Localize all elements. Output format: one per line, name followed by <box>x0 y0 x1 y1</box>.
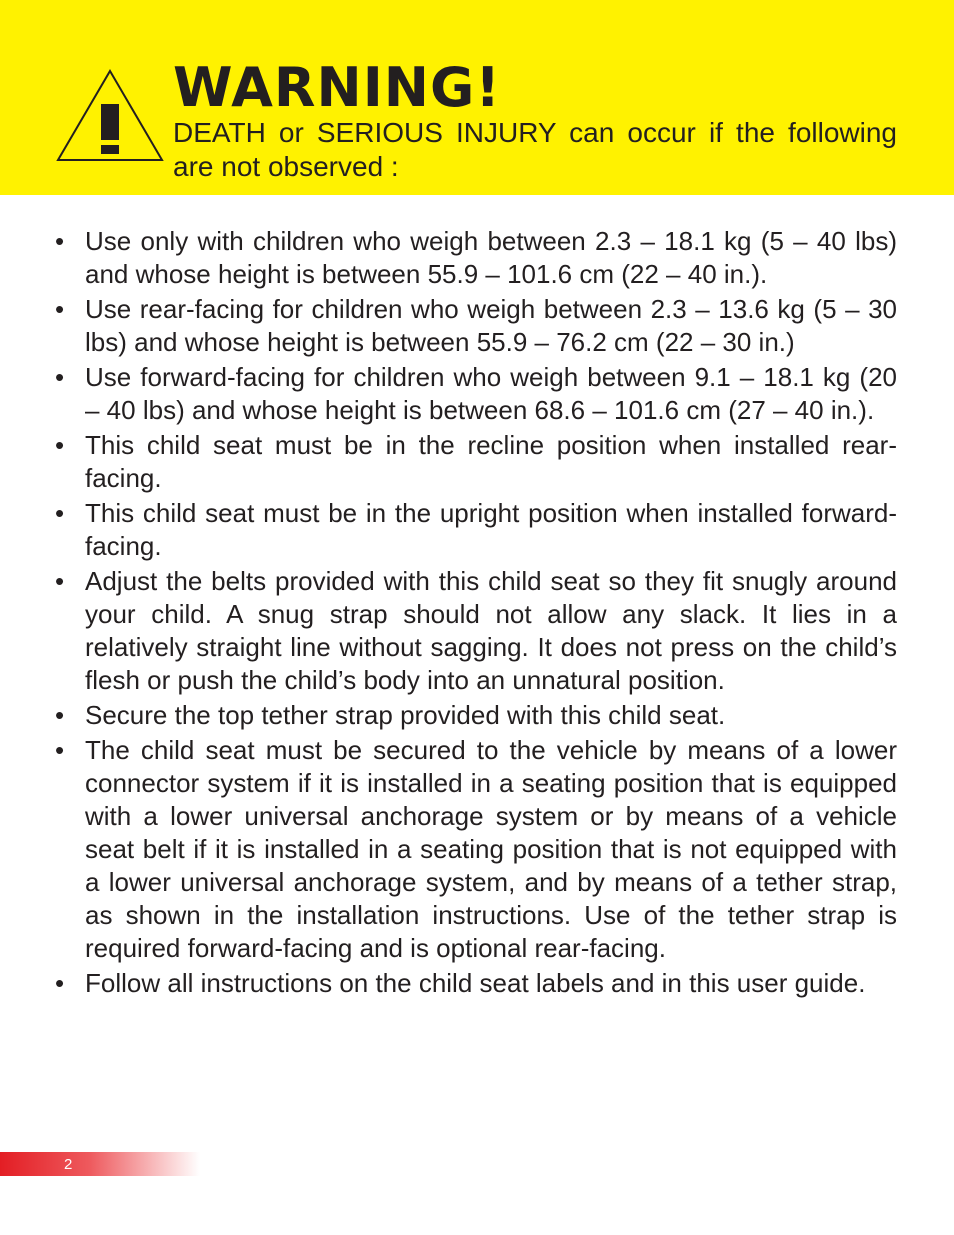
page-number-bar <box>0 1152 200 1176</box>
list-item <box>55 225 897 291</box>
bullet-icon: • <box>55 430 65 460</box>
list-item-text: Use rear-facing for children who weigh between 2.3 – 13.6 kg (5 – 30 lbs) and whose height is between 55.9 – 76.2 cm (22 – 30 in.) <box>85 294 897 357</box>
bullet-icon: • <box>55 700 65 730</box>
warning-title: WARNING! <box>173 56 501 119</box>
warning-triangle-icon <box>55 68 165 164</box>
list-item <box>55 497 897 563</box>
list-item-text: The child seat must be secured to the vehicle by means of a lower connector system if it is installed in a seating position that is equipped with a lower universal anchorage system or by means of a vehicle seat belt if it is installed in a seating position that is not equipped with a lower universal anchorage system, and by means of a tether strap, as shown in the installation instructions. Use of the tether strap is required forward-facing and is optional rear-facing. <box>85 735 897 963</box>
list-item-text: This child seat must be in the upright position when installed forward-facing. <box>85 498 897 561</box>
list-item-text: Follow all instructions on the child seat labels and in this user guide. <box>85 968 866 998</box>
list-item-text: Use forward-facing for children who weigh between 9.1 – 18.1 kg (20 – 40 lbs) and whose height is between 68.6 – 101.6 cm (27 – 40 in.). <box>85 362 897 425</box>
list-item <box>55 361 897 427</box>
warning-banner <box>0 0 954 195</box>
page-number: 2 <box>64 1156 73 1173</box>
bullet-icon: • <box>55 362 65 392</box>
bullet-icon: • <box>55 968 65 998</box>
warning-list <box>55 225 897 1002</box>
bullet-icon: • <box>55 735 65 765</box>
list-item <box>55 429 897 495</box>
list-item <box>55 734 897 965</box>
warning-subtitle: DEATH or SERIOUS INJURY can occur if the following are not observed : <box>173 117 897 182</box>
bullet-icon: • <box>55 294 65 324</box>
list-item-text: This child seat must be in the recline position when installed rear-facing. <box>85 430 897 493</box>
bullet-icon: • <box>55 498 65 528</box>
list-item-text: Use only with children who weigh between 2.3 – 18.1 kg (5 – 40 lbs) and whose height is between 55.9 – 101.6 cm (22 – 40 in.). <box>85 226 897 289</box>
bullet-icon: • <box>55 566 65 596</box>
list-item-text: Adjust the belts provided with this child seat so they fit snugly around your child. A snug strap should not allow any slack. It lies in a relatively straight line without sagging. It does not press on the child’s flesh or push the child’s body into an unnatural position. <box>85 566 897 695</box>
list-item <box>55 565 897 697</box>
list-item <box>55 967 897 1000</box>
list-item <box>55 293 897 359</box>
list-item-text: Secure the top tether strap provided with this child seat. <box>85 700 726 730</box>
bullet-icon: • <box>55 226 65 256</box>
list-item <box>55 699 897 732</box>
